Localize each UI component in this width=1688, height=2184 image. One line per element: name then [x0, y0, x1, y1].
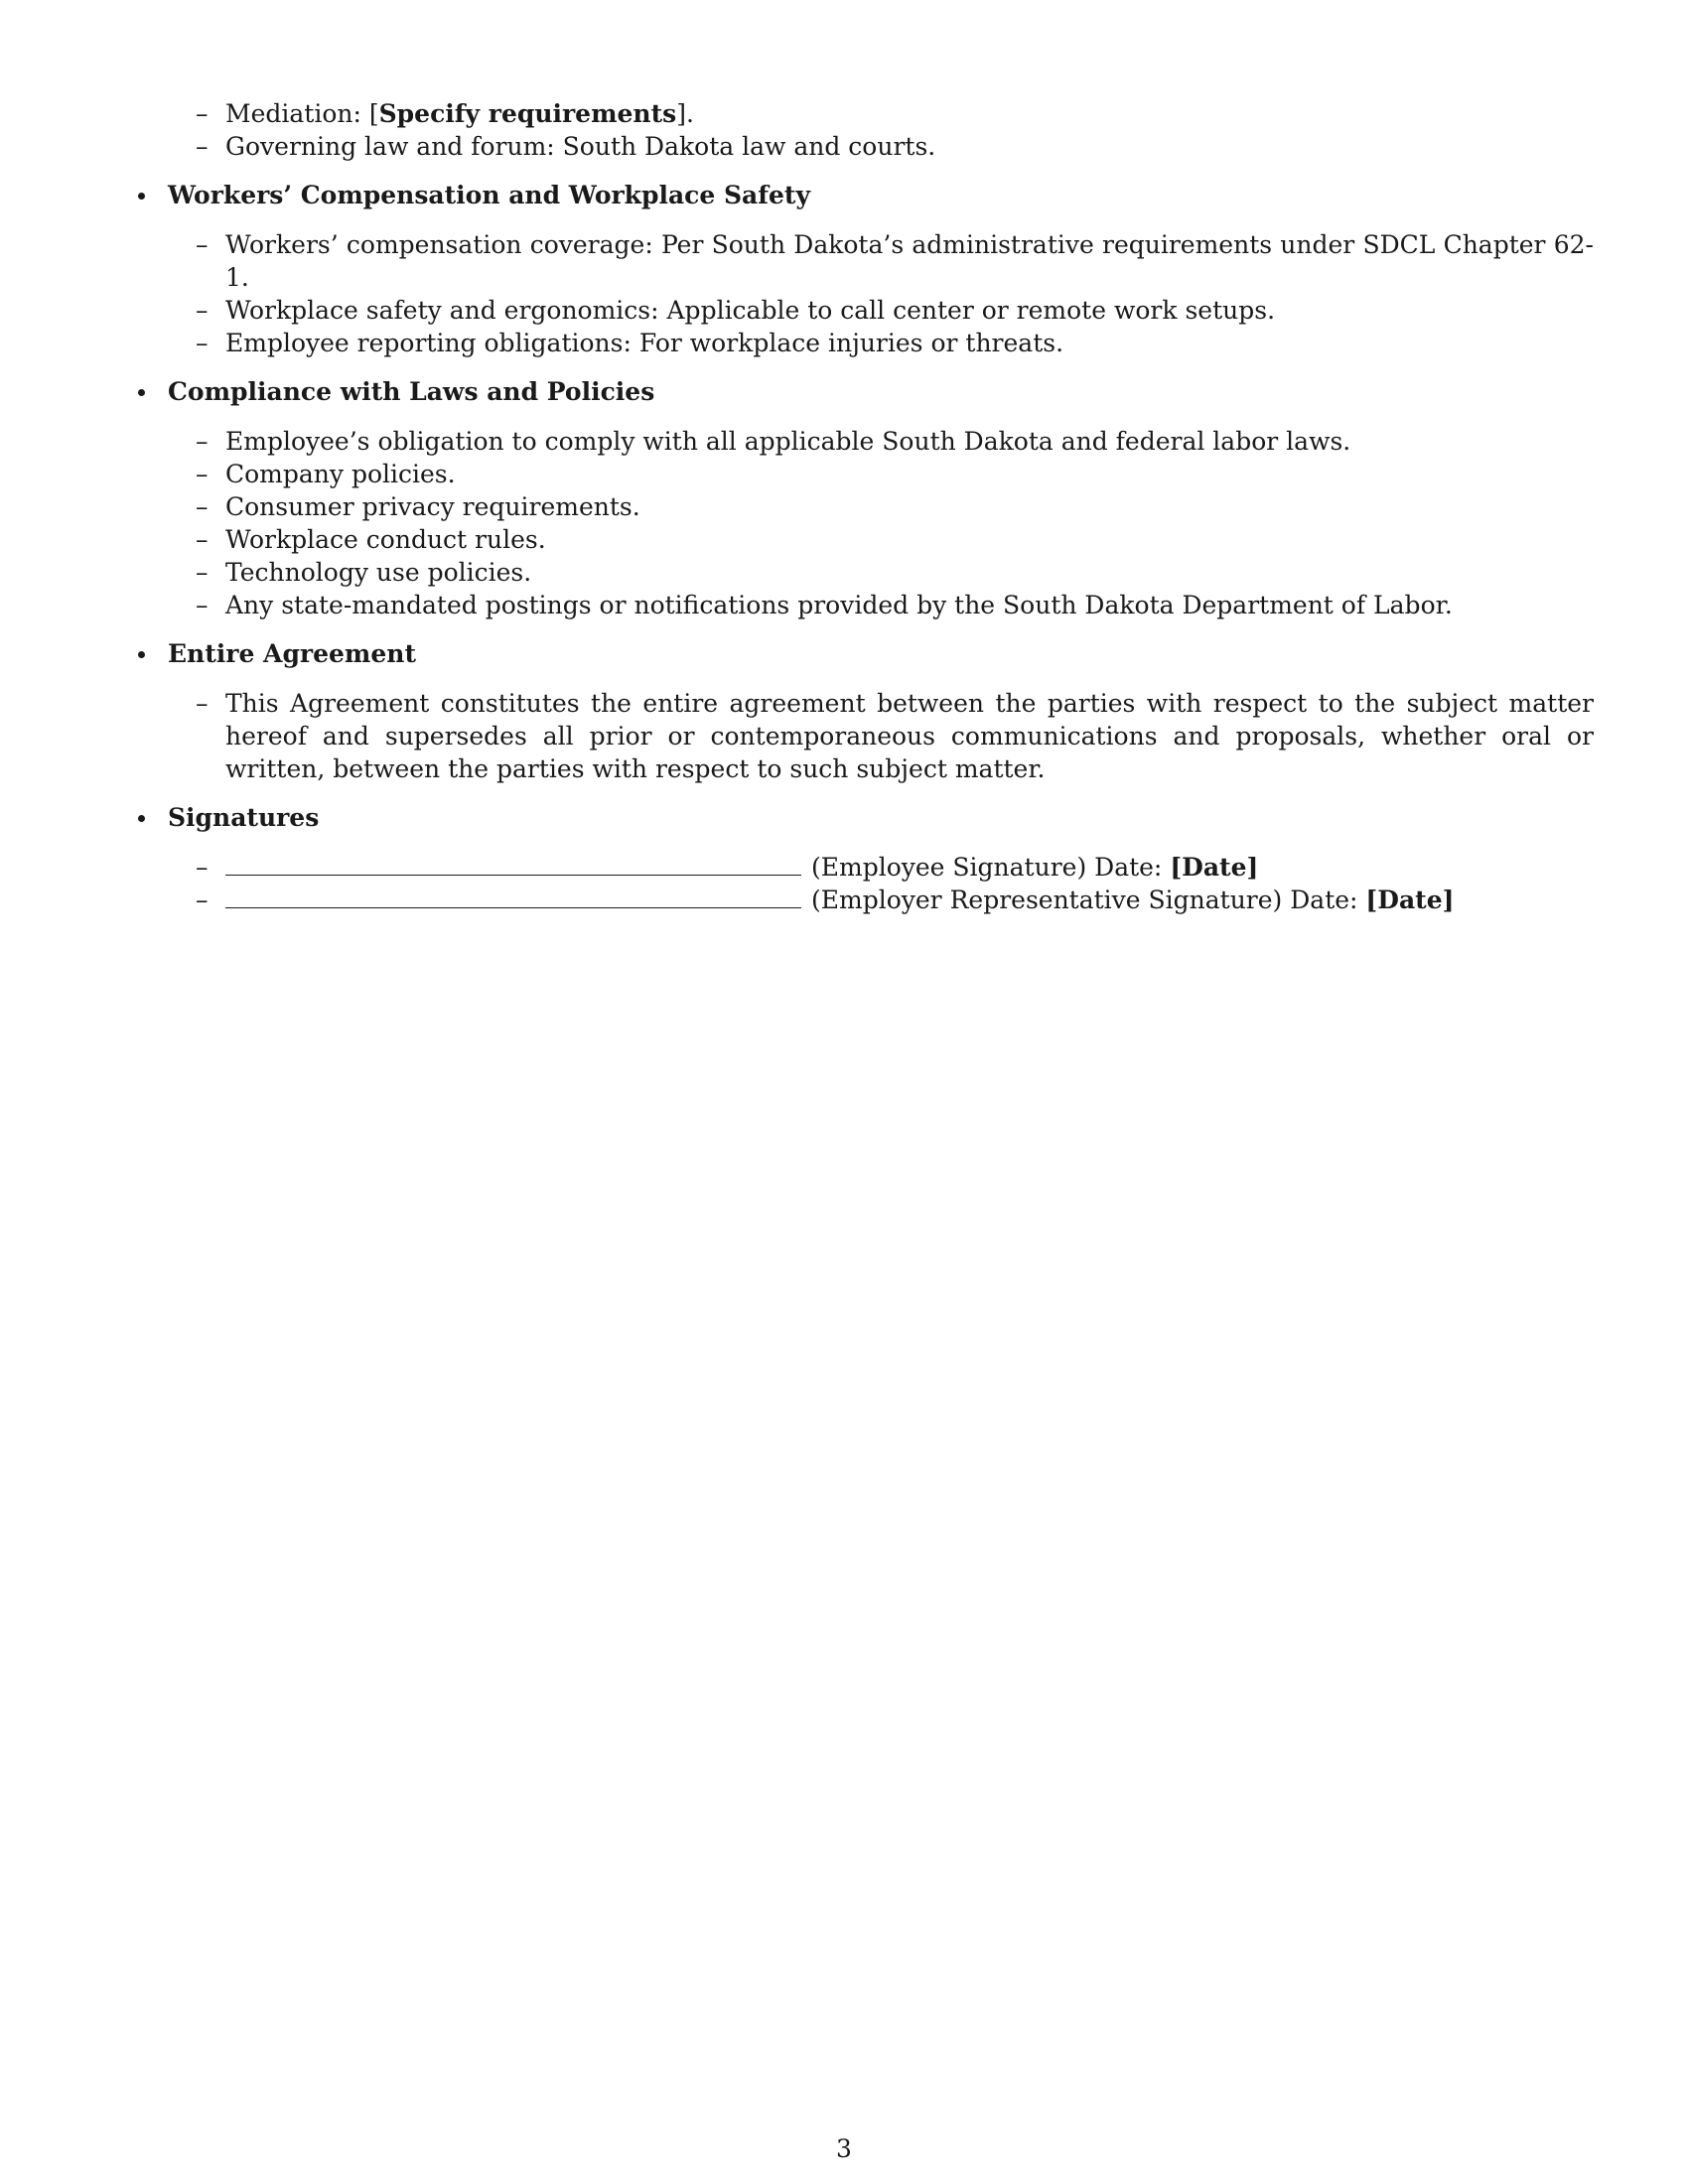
bullet-icon [138, 651, 145, 658]
section-heading: Entire Agreement [134, 637, 1594, 670]
section-entire-agreement [134, 637, 1594, 785]
section-items [134, 425, 1594, 621]
employer-signature-line: – (Employer Representative Signature) Date: [Date] [225, 884, 1594, 916]
list-item: – Consumer privacy requirements. [225, 490, 1594, 523]
list-item: – Workplace safety and ergonomics: Applicable to call center or remote work setups. [225, 294, 1594, 327]
list-item-governing-law: – Governing law and forum: South Dakota law and courts. [225, 130, 1594, 163]
section-heading: Compliance with Laws and Policies [134, 375, 1594, 408]
section-items [134, 228, 1594, 359]
bullet-icon [138, 389, 145, 396]
section-workers-compensation [134, 179, 1594, 359]
list-item: – Technology use policies. [225, 556, 1594, 589]
employee-signature-date: Date [1182, 853, 1247, 882]
section-items [134, 687, 1594, 785]
list-item: – Employee reporting obligations: For workplace injuries or threats. [225, 327, 1594, 359]
signature-lines [134, 851, 1594, 916]
list-item: – Company policies. [225, 458, 1594, 490]
bullet-icon [138, 815, 145, 822]
employer-signature-field[interactable] [225, 884, 801, 908]
section-signatures [134, 801, 1594, 916]
list-item-mediation: – Mediation: [Specify requirements]. [225, 97, 1594, 130]
list-item: – Employee’s obligation to comply with all applicable South Dakota and federal labor laws. [225, 425, 1594, 458]
section-heading: Signatures [134, 801, 1594, 834]
employee-signature-line: – (Employee Signature) Date: [Date] [225, 851, 1594, 884]
section-compliance [134, 375, 1594, 621]
list-item: – Workplace conduct rules. [225, 523, 1594, 556]
employer-signature-date: Date [1377, 886, 1443, 914]
list-item: – This Agreement constitutes the entire agreement between the parties with respect to the subject matter hereof and supersedes all prior or contemporaneous communications and proposals, whether oral or written, between the parties with respect to such subject matter. [225, 687, 1594, 785]
bullet-icon [138, 193, 145, 200]
list-item: – Workers’ compensation coverage: Per South Dakota’s administrative requirements under SDCL Chapter 62-1. [225, 228, 1594, 294]
page-number: 3 [836, 2134, 852, 2163]
employee-signature-field[interactable] [225, 851, 801, 876]
list-item: – Any state-mandated postings or notifications provided by the South Dakota Department of Labor. [225, 589, 1594, 621]
section-heading: Workers’ Compensation and Workplace Safety [134, 179, 1594, 211]
document-content [134, 97, 1594, 916]
continued-list [134, 97, 1594, 163]
